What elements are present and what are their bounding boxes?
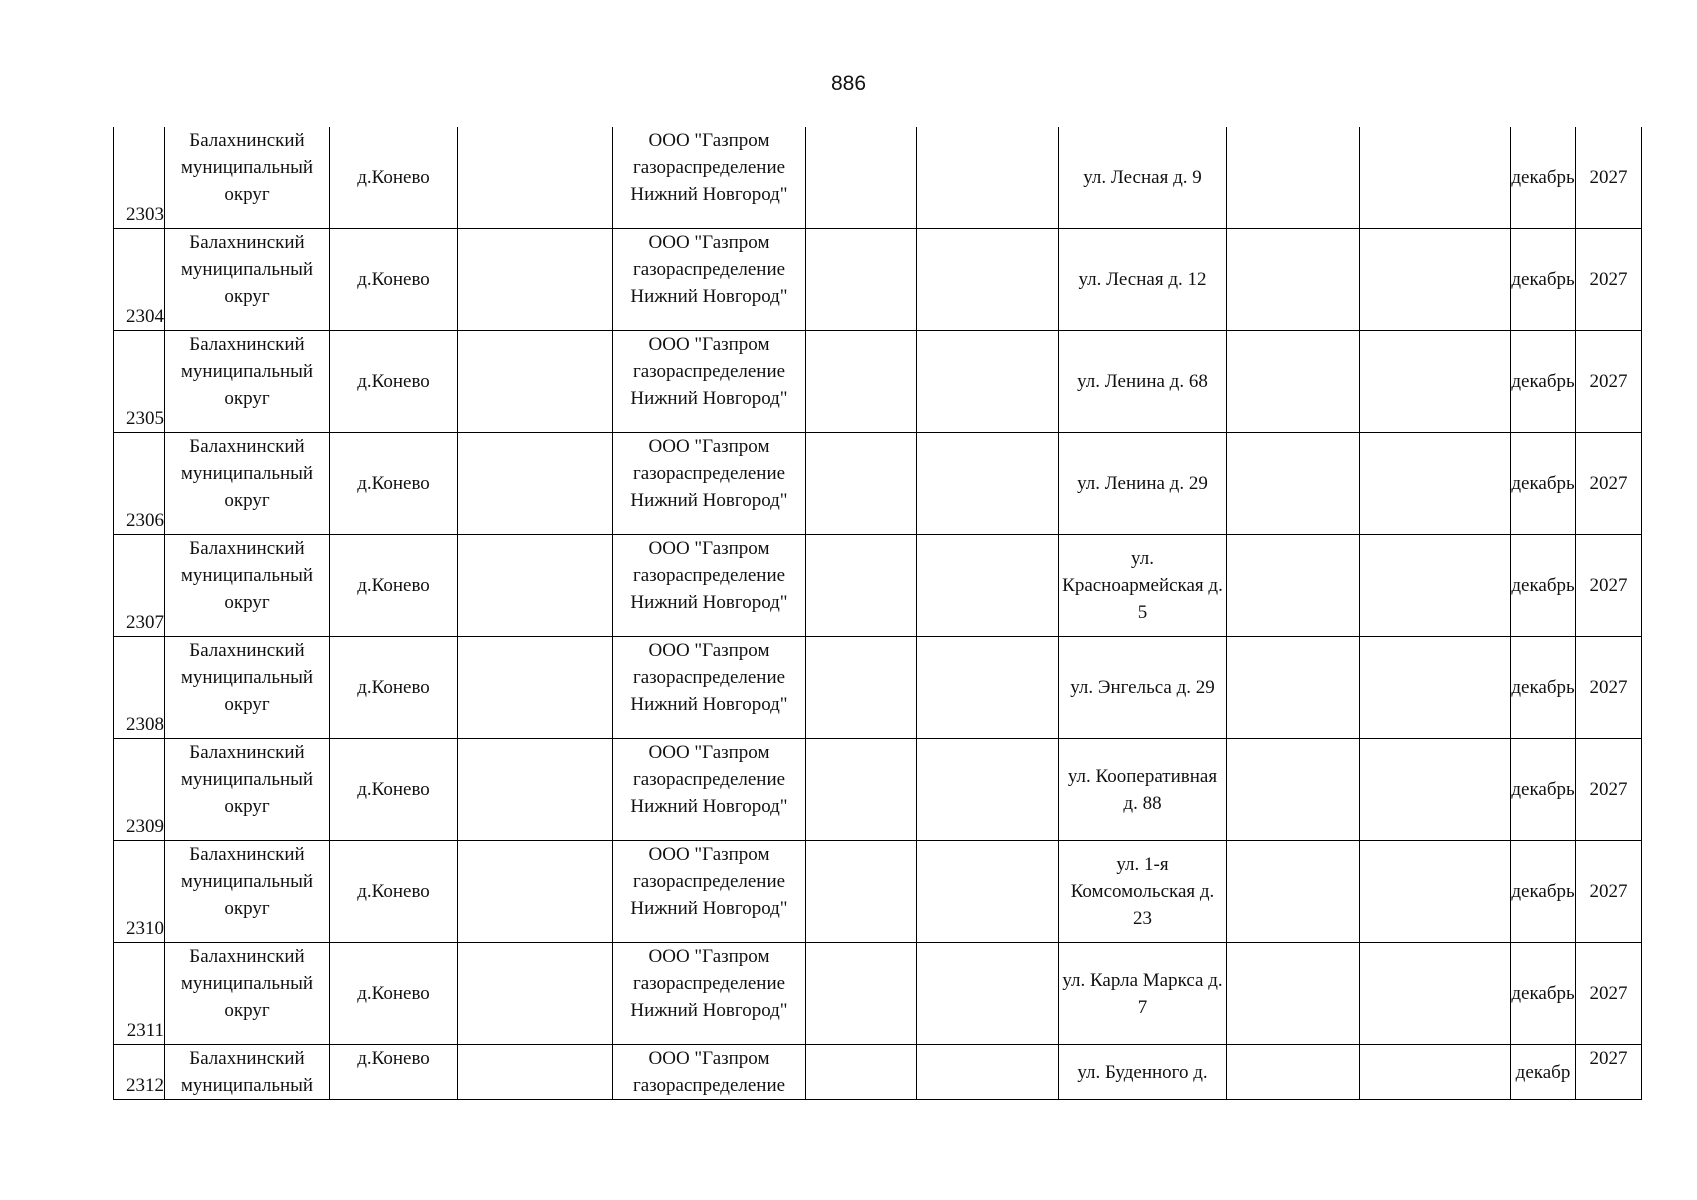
empty-cell [917,127,1059,229]
locality-cell: д.Конево [330,229,458,331]
year-cell: 2027 [1576,739,1642,841]
locality-cell: д.Конево [330,535,458,637]
year-cell: 2027 [1576,331,1642,433]
month-cell: декабрь [1511,535,1576,637]
year-cell: 2027 [1576,637,1642,739]
locality-cell: д.Конево [330,739,458,841]
district-cell: Балахнинский муниципальный округ [165,739,330,841]
month-cell: декабрь [1511,841,1576,943]
table-row [114,637,1642,739]
empty-cell [458,739,613,841]
empty-cell [1227,943,1360,1045]
table-row [114,1045,1642,1100]
empty-cell [917,535,1059,637]
empty-cell [458,535,613,637]
year-cell: 2027 [1576,127,1642,229]
empty-cell [458,943,613,1045]
row-number-cell: 2305 [114,331,165,433]
row-number-cell: 2310 [114,841,165,943]
empty-cell [806,535,917,637]
locality-cell: д.Конево [330,331,458,433]
district-cell: Балахнинский муниципальный округ [165,535,330,637]
empty-cell [806,943,917,1045]
empty-cell [458,433,613,535]
address-cell: ул. Кооперативная д. 88 [1059,739,1227,841]
district-cell: Балахнинский муниципальный округ [165,229,330,331]
district-cell: Балахнинский муниципальный округ [165,331,330,433]
empty-cell [1360,331,1511,433]
row-number-cell: 2306 [114,433,165,535]
month-cell: декабрь [1511,127,1576,229]
district-cell: Балахнинский муниципальный [165,1045,330,1100]
table-row [114,127,1642,229]
row-number-cell: 2309 [114,739,165,841]
empty-cell [1360,127,1511,229]
empty-cell [458,1045,613,1100]
empty-cell [458,331,613,433]
address-cell: ул. Лесная д. 12 [1059,229,1227,331]
empty-cell [806,1045,917,1100]
empty-cell [1227,1045,1360,1100]
locality-cell: д.Конево [330,841,458,943]
table-row [114,229,1642,331]
empty-cell [917,1045,1059,1100]
address-cell: ул. Ленина д. 29 [1059,433,1227,535]
row-number-cell: 2307 [114,535,165,637]
empty-cell [917,331,1059,433]
address-cell: ул. Красноармейская д. 5 [1059,535,1227,637]
page-number: 886 [830,72,867,95]
organization-cell: ООО "Газпром газораспределение Нижний Новгород" [613,331,806,433]
organization-cell: ООО "Газпром газораспределение Нижний Новгород" [613,841,806,943]
month-cell: декабр [1511,1045,1576,1100]
year-cell: 2027 [1576,535,1642,637]
empty-cell [458,637,613,739]
empty-cell [1227,637,1360,739]
year-cell: 2027 [1576,433,1642,535]
month-cell: декабрь [1511,943,1576,1045]
empty-cell [1227,433,1360,535]
locality-cell: д.Конево [330,1045,458,1100]
row-number-cell: 2312 [114,1045,165,1100]
empty-cell [1360,433,1511,535]
locality-cell: д.Конево [330,433,458,535]
empty-cell [806,841,917,943]
month-cell: декабрь [1511,433,1576,535]
year-cell: 2027 [1576,229,1642,331]
organization-cell: ООО "Газпром газораспределение Нижний Новгород" [613,127,806,229]
address-cell: ул. Карла Маркса д. 7 [1059,943,1227,1045]
table-body [114,127,1642,1100]
empty-cell [917,229,1059,331]
empty-cell [1227,739,1360,841]
address-cell: ул. Энгельса д. 29 [1059,637,1227,739]
empty-cell [917,739,1059,841]
table-row [114,841,1642,943]
month-cell: декабрь [1511,331,1576,433]
empty-cell [1227,229,1360,331]
empty-cell [1360,637,1511,739]
table-row [114,739,1642,841]
locality-cell: д.Конево [330,637,458,739]
month-cell: декабрь [1511,739,1576,841]
month-cell: декабрь [1511,637,1576,739]
empty-cell [1360,943,1511,1045]
row-number-cell: 2304 [114,229,165,331]
table-row [114,331,1642,433]
organization-cell: ООО "Газпром газораспределение Нижний Новгород" [613,637,806,739]
organization-cell: ООО "Газпром газораспределение Нижний Новгород" [613,943,806,1045]
district-cell: Балахнинский муниципальный округ [165,943,330,1045]
locality-cell: д.Конево [330,943,458,1045]
empty-cell [806,127,917,229]
address-cell: ул. 1-я Комсомольская д. 23 [1059,841,1227,943]
year-cell: 2027 [1576,1045,1642,1100]
month-cell: декабрь [1511,229,1576,331]
district-cell: Балахнинский муниципальный округ [165,637,330,739]
table-row [114,535,1642,637]
organization-cell: ООО "Газпром газораспределение Нижний Новгород" [613,229,806,331]
empty-cell [1360,535,1511,637]
empty-cell [917,433,1059,535]
empty-cell [806,739,917,841]
address-cell: ул. Лесная д. 9 [1059,127,1227,229]
row-number-cell: 2311 [114,943,165,1045]
row-number-cell: 2308 [114,637,165,739]
district-cell: Балахнинский муниципальный округ [165,433,330,535]
address-cell: ул. Ленина д. 68 [1059,331,1227,433]
empty-cell [806,433,917,535]
empty-cell [806,229,917,331]
district-cell: Балахнинский муниципальный округ [165,127,330,229]
empty-cell [917,943,1059,1045]
organization-cell: ООО "Газпром газораспределение [613,1045,806,1100]
empty-cell [806,637,917,739]
empty-cell [458,229,613,331]
empty-cell [917,841,1059,943]
empty-cell [458,127,613,229]
empty-cell [1227,127,1360,229]
organization-cell: ООО "Газпром газораспределение Нижний Новгород" [613,535,806,637]
empty-cell [1227,841,1360,943]
locality-cell: д.Конево [330,127,458,229]
empty-cell [1227,331,1360,433]
year-cell: 2027 [1576,841,1642,943]
empty-cell [806,331,917,433]
row-number-cell: 2303 [114,127,165,229]
empty-cell [1360,1045,1511,1100]
organization-cell: ООО "Газпром газораспределение Нижний Новгород" [613,739,806,841]
empty-cell [1360,739,1511,841]
empty-cell [917,637,1059,739]
address-cell: ул. Буденного д. [1059,1045,1227,1100]
empty-cell [1227,535,1360,637]
empty-cell [1360,229,1511,331]
registry-table [113,127,1642,1100]
table-row [114,943,1642,1045]
empty-cell [458,841,613,943]
empty-cell [1360,841,1511,943]
organization-cell: ООО "Газпром газораспределение Нижний Новгород" [613,433,806,535]
year-cell: 2027 [1576,943,1642,1045]
district-cell: Балахнинский муниципальный округ [165,841,330,943]
table-row [114,433,1642,535]
